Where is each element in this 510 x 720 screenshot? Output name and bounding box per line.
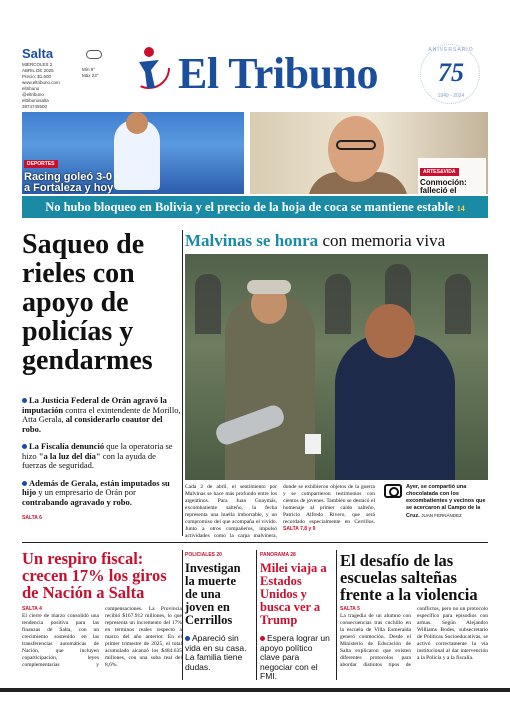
temp-min: Mín 9° xyxy=(82,67,96,72)
headline-band[interactable] xyxy=(22,196,488,218)
bullet-dot xyxy=(22,398,27,403)
crowd-figure xyxy=(445,274,471,334)
photo-credit: JUAN FERNÁNDEZ xyxy=(421,513,462,518)
edition-city: Salta xyxy=(22,46,54,61)
bullet-text: contra el exintendente de Morillo, Atta Gerala, xyxy=(22,404,181,424)
meta-line: Precio: $1.600 xyxy=(22,74,52,79)
main-headline[interactable]: Saqueo de rieles con apoyo de policías y gendarmes xyxy=(22,229,153,376)
section-ref: PANORAMA 28 xyxy=(260,552,296,558)
malvinas-headline[interactable] xyxy=(185,232,488,250)
bullet-item xyxy=(22,442,182,471)
anniversary-label: ANIVERSARIO xyxy=(428,47,474,53)
schools-body xyxy=(340,606,488,669)
anniversary-seal xyxy=(420,44,480,104)
beret xyxy=(247,280,291,294)
bullet-dot xyxy=(185,636,190,641)
body-text: La tragedia de un alumno con consecuencias tras cuchillo en la escuela de Villa Esmeralda generó conmoción. Desde el Ministerio de Educación de Salta explicaron que existen diferentes protocolos para abordar distintos tipos de conflictos, pero no un protocolo específico para episodios con armas. Según Alejandro Williams Bodes, subsecretario de Políticas Socioeducativas, se activó correctamente la vía institucional al dar intervención a la Policía y a la fiscalía. xyxy=(340,606,488,668)
newspaper-logo[interactable]: El Tribuno xyxy=(178,49,379,98)
police-summary xyxy=(185,634,251,672)
bullet-lead: La Justicia Federal de Orán agravó la imputación xyxy=(22,395,167,415)
body-text: Cada 2 de abril, el sentimiento por Malvinas se hace más profundo entre los argentinos. Para Juan Guaymás, excombatiente salteño, la fecha representa una huella imborrable, y un compromiso del que acompaña el vivido. Junto a otros compañeros, impulsó actividades como la carpa malvinera, donde se exhibieron objetos de la guerra y se compartieron testimonios con cientos de jóvenes. También se destacó el homenaje al primer caído salteño, Patricio Alfredo Rivero, que será recordado especialmente en Cerrillos. xyxy=(185,484,375,539)
section-ref: SALTA 6 xyxy=(22,515,42,521)
milei-headline[interactable]: Milei viaja a Estados Unidos y busca ver a Trump xyxy=(260,561,327,627)
glasses-icon xyxy=(336,140,376,150)
bullet-end: con la ayuda de fuerzas de seguridad. xyxy=(22,450,156,470)
cloud-icon xyxy=(86,50,102,59)
bullet-lead: Además de Gerala, están imputados su hijo xyxy=(22,477,170,497)
headline-rest: con memoria viva xyxy=(318,231,446,250)
camera-icon xyxy=(384,484,402,498)
meta-line: www.eltribuno.com xyxy=(22,80,60,85)
schools-headline[interactable]: El desafío de las escuelas salteñas frente a la violencia xyxy=(340,551,478,604)
divider xyxy=(22,542,488,543)
tribuno-logo-icon xyxy=(125,42,173,94)
sports-teaser[interactable] xyxy=(22,112,244,194)
summary-text: Espera lograr un apoyo político clave para negociar con el FMI. xyxy=(260,633,330,681)
cup xyxy=(305,434,321,454)
police-headline[interactable]: Investigan la muerte de una joven en Cerrillos xyxy=(185,561,241,627)
headline-highlight: Malvinas se honra xyxy=(185,231,319,250)
meta-line: MIÉRCOLES 2 xyxy=(22,62,53,67)
crowd-figure xyxy=(325,274,351,334)
culture-teaser[interactable] xyxy=(250,112,488,194)
bullet-tail: al considerarlo coautor del robo. xyxy=(22,414,163,434)
bullet-tail: "a la luz del día" xyxy=(38,450,101,461)
bullet-tail: contrabando agravado y robo. xyxy=(22,496,132,507)
anniversary-years: 1949 - 2024 xyxy=(437,93,465,99)
divider xyxy=(182,230,183,536)
sports-headline: Racing goleó 3-0 a Fortaleza y hoy xyxy=(24,171,114,194)
edition-meta xyxy=(22,62,82,110)
meta-line: 3874745500 xyxy=(22,104,48,109)
bullet-lead: La Fiscalía denunció xyxy=(29,441,105,451)
fiscal-body xyxy=(22,606,182,669)
section-tag: DEPORTES xyxy=(24,160,58,168)
meta-line: eltribuno xyxy=(22,86,40,91)
meta-line: ABRIL DE 2025 xyxy=(22,68,54,73)
band-headline: No hubo bloqueo en Bolivia y el precio de la hoja de coca se mantiene estable xyxy=(45,200,454,214)
bullet-dot xyxy=(22,481,27,486)
bullet-dot xyxy=(260,636,265,641)
temp-max: Máx 23° xyxy=(82,73,99,78)
bullet-text: que la operatoria se hizo xyxy=(22,441,173,461)
bullet-text: y un empresario de Orán por xyxy=(36,487,136,497)
man-head xyxy=(365,304,415,358)
section-ref: SALTA 5 xyxy=(340,606,360,612)
meta-line: eltribunosalta xyxy=(22,98,49,103)
section-tag: ARTES&VIDA xyxy=(420,168,459,176)
bullet-item xyxy=(22,396,182,434)
malvinas-body xyxy=(185,484,375,540)
main-bullets xyxy=(22,396,182,521)
bullet-dot xyxy=(22,444,27,449)
fiscal-headline[interactable]: Un respiro fiscal: crecen 17% los giros de Nación a Salta xyxy=(22,549,167,602)
footer-rule xyxy=(0,688,510,692)
player-head xyxy=(126,112,148,134)
section-ref: SALTA 4 xyxy=(22,606,42,612)
divider xyxy=(256,550,257,680)
summary-text: Apareció sin vida en su casa. La familia tiene dudas. xyxy=(185,633,247,672)
milei-summary xyxy=(260,634,332,682)
crowd-figure xyxy=(195,274,221,334)
divider xyxy=(182,550,183,680)
culture-headline: Conmoción: falleció el xyxy=(420,178,467,194)
malvinas-photo[interactable] xyxy=(185,254,488,480)
weather-widget xyxy=(82,50,106,90)
photo-caption xyxy=(406,484,488,520)
anniversary-number: 75 xyxy=(438,58,464,87)
divider xyxy=(336,550,337,680)
caption-text: Ayer, se compartió una chocolatada con los excombatientes y vecinos que se acercaron al Campo de la Cruz. xyxy=(406,484,486,519)
meta-line: @eltribuno xyxy=(22,92,44,97)
page-ref: 14 xyxy=(456,204,465,213)
body-text: El cierre de marzo consolidó una tendencia positiva para las finanzas de Salta, con un crecimiento sostenido en las transferencias automáticas de Nación, que incluyen coparticipación, leyes complementarias y compensaciones. La Provincia recibió $167.912 millones, lo que representa un incremento del 17% en términos reales respecto a marzo del año anterior. En el primer trimestre de 2025, el total acumulado alcanzó los $484.635 millones, con una suba real del 8,6%. xyxy=(22,606,182,668)
bullet-item xyxy=(22,479,182,508)
section-ref: POLICIALES 20 xyxy=(185,552,222,558)
section-ref: SALTA 7,8 y 9 xyxy=(283,526,316,532)
